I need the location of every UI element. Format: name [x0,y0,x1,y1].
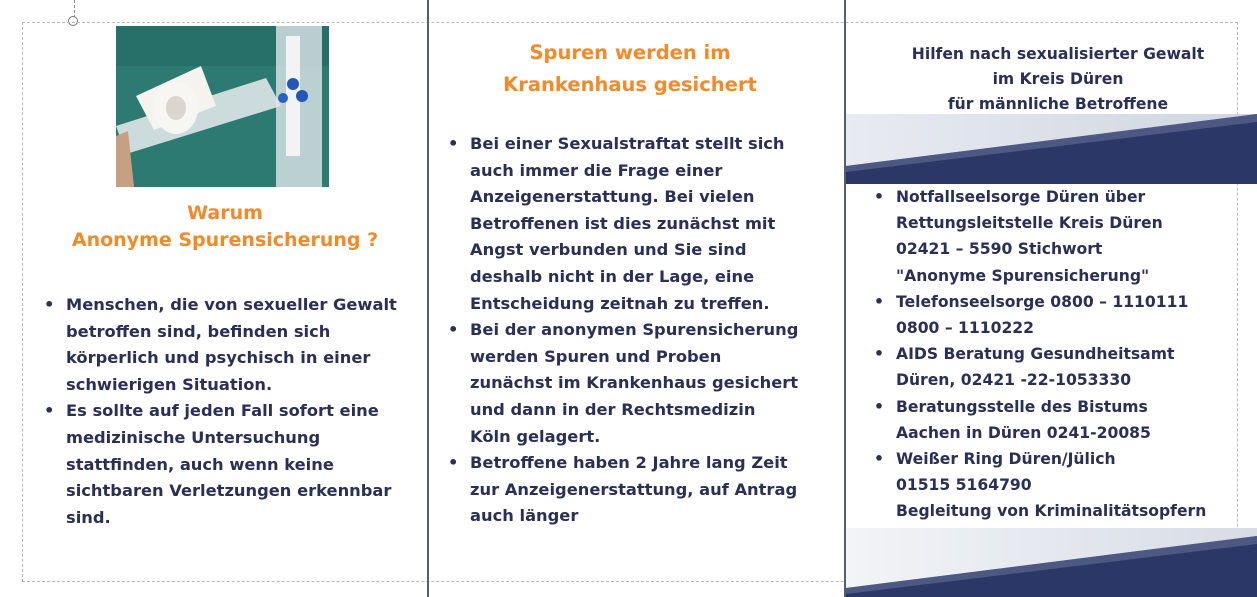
list-item: • Bei einer Sexualstraftat stellt sich auch immer die Frage einer Anzeigenerstattung. Bei vielen Betroffenen ist dies zunächst mit Angst verbunden und Sie sind deshalb nicht in der Lage, eine Entscheidung zeitnah zu treffen. [444,131,839,317]
middle-heading-line: Spuren werden im [529,41,731,64]
fold-line-right [844,0,846,597]
middle-heading [430,37,830,101]
right-title-line: im Kreis Düren [992,70,1124,88]
left-bullet-list [40,292,425,531]
list-item: • Es sollte auf jeden Fall sofort eine medizinische Untersuchung stattfinden, auch wenn keine sichtbaren Verletzungen erkennbar sind. [40,398,425,531]
band-shape [846,528,1257,597]
list-item: • AIDS Beratung Gesundheitsamt Düren, 02421 -22-1053330 [870,341,1255,393]
list-item: • Betroffene haben 2 Jahre lang Zeit zur Anzeigenerstattung, auf Antrag auch länger [444,450,839,530]
list-item: • Weißer Ring Düren/Jülich 01515 5164790 Begleitung von Kriminalitätsopfern [870,446,1255,525]
list-item: • Notfallseelsorge Düren über Rettungsleitstelle Kreis Düren 02421 – 5590 Stichwort "Anonyme Spurensicherung" [870,184,1255,289]
list-item: • Telefonseelsorge 0800 – 1110111 0800 – 1110222 [870,289,1255,341]
fold-line-left [427,0,429,597]
evidence-kit-image [116,26,329,187]
left-heading-line: Warum [187,202,263,224]
right-bullet-list [870,184,1255,525]
left-heading-line: Anonyme Spurensicherung ? [71,229,379,251]
middle-bullet-list [444,131,839,530]
right-title [876,42,1240,117]
decorative-band-top [846,114,1257,184]
left-heading [30,200,420,254]
right-title-line: für männliche Betroffene [947,95,1169,113]
middle-heading-line: Krankenhaus gesichert [503,73,757,96]
right-title-line: Hilfen nach sexualisierter Gewalt [911,45,1205,63]
list-item: • Bei der anonymen Spurensicherung werden Spuren und Proben zunächst im Krankenhaus gesichert und dann in der Rechtsmedizin Köln gelagert. [444,317,839,450]
band-shape [846,114,1257,184]
list-item: • Menschen, die von sexueller Gewalt betroffen sind, befinden sich körperlich und psychisch in einer schwierigen Situation. [40,292,425,398]
decorative-band-bottom [846,528,1257,597]
list-item: • Beratungsstelle des Bistums Aachen in Düren 0241-20085 [870,394,1255,446]
evidence-kit-photo [116,26,329,187]
